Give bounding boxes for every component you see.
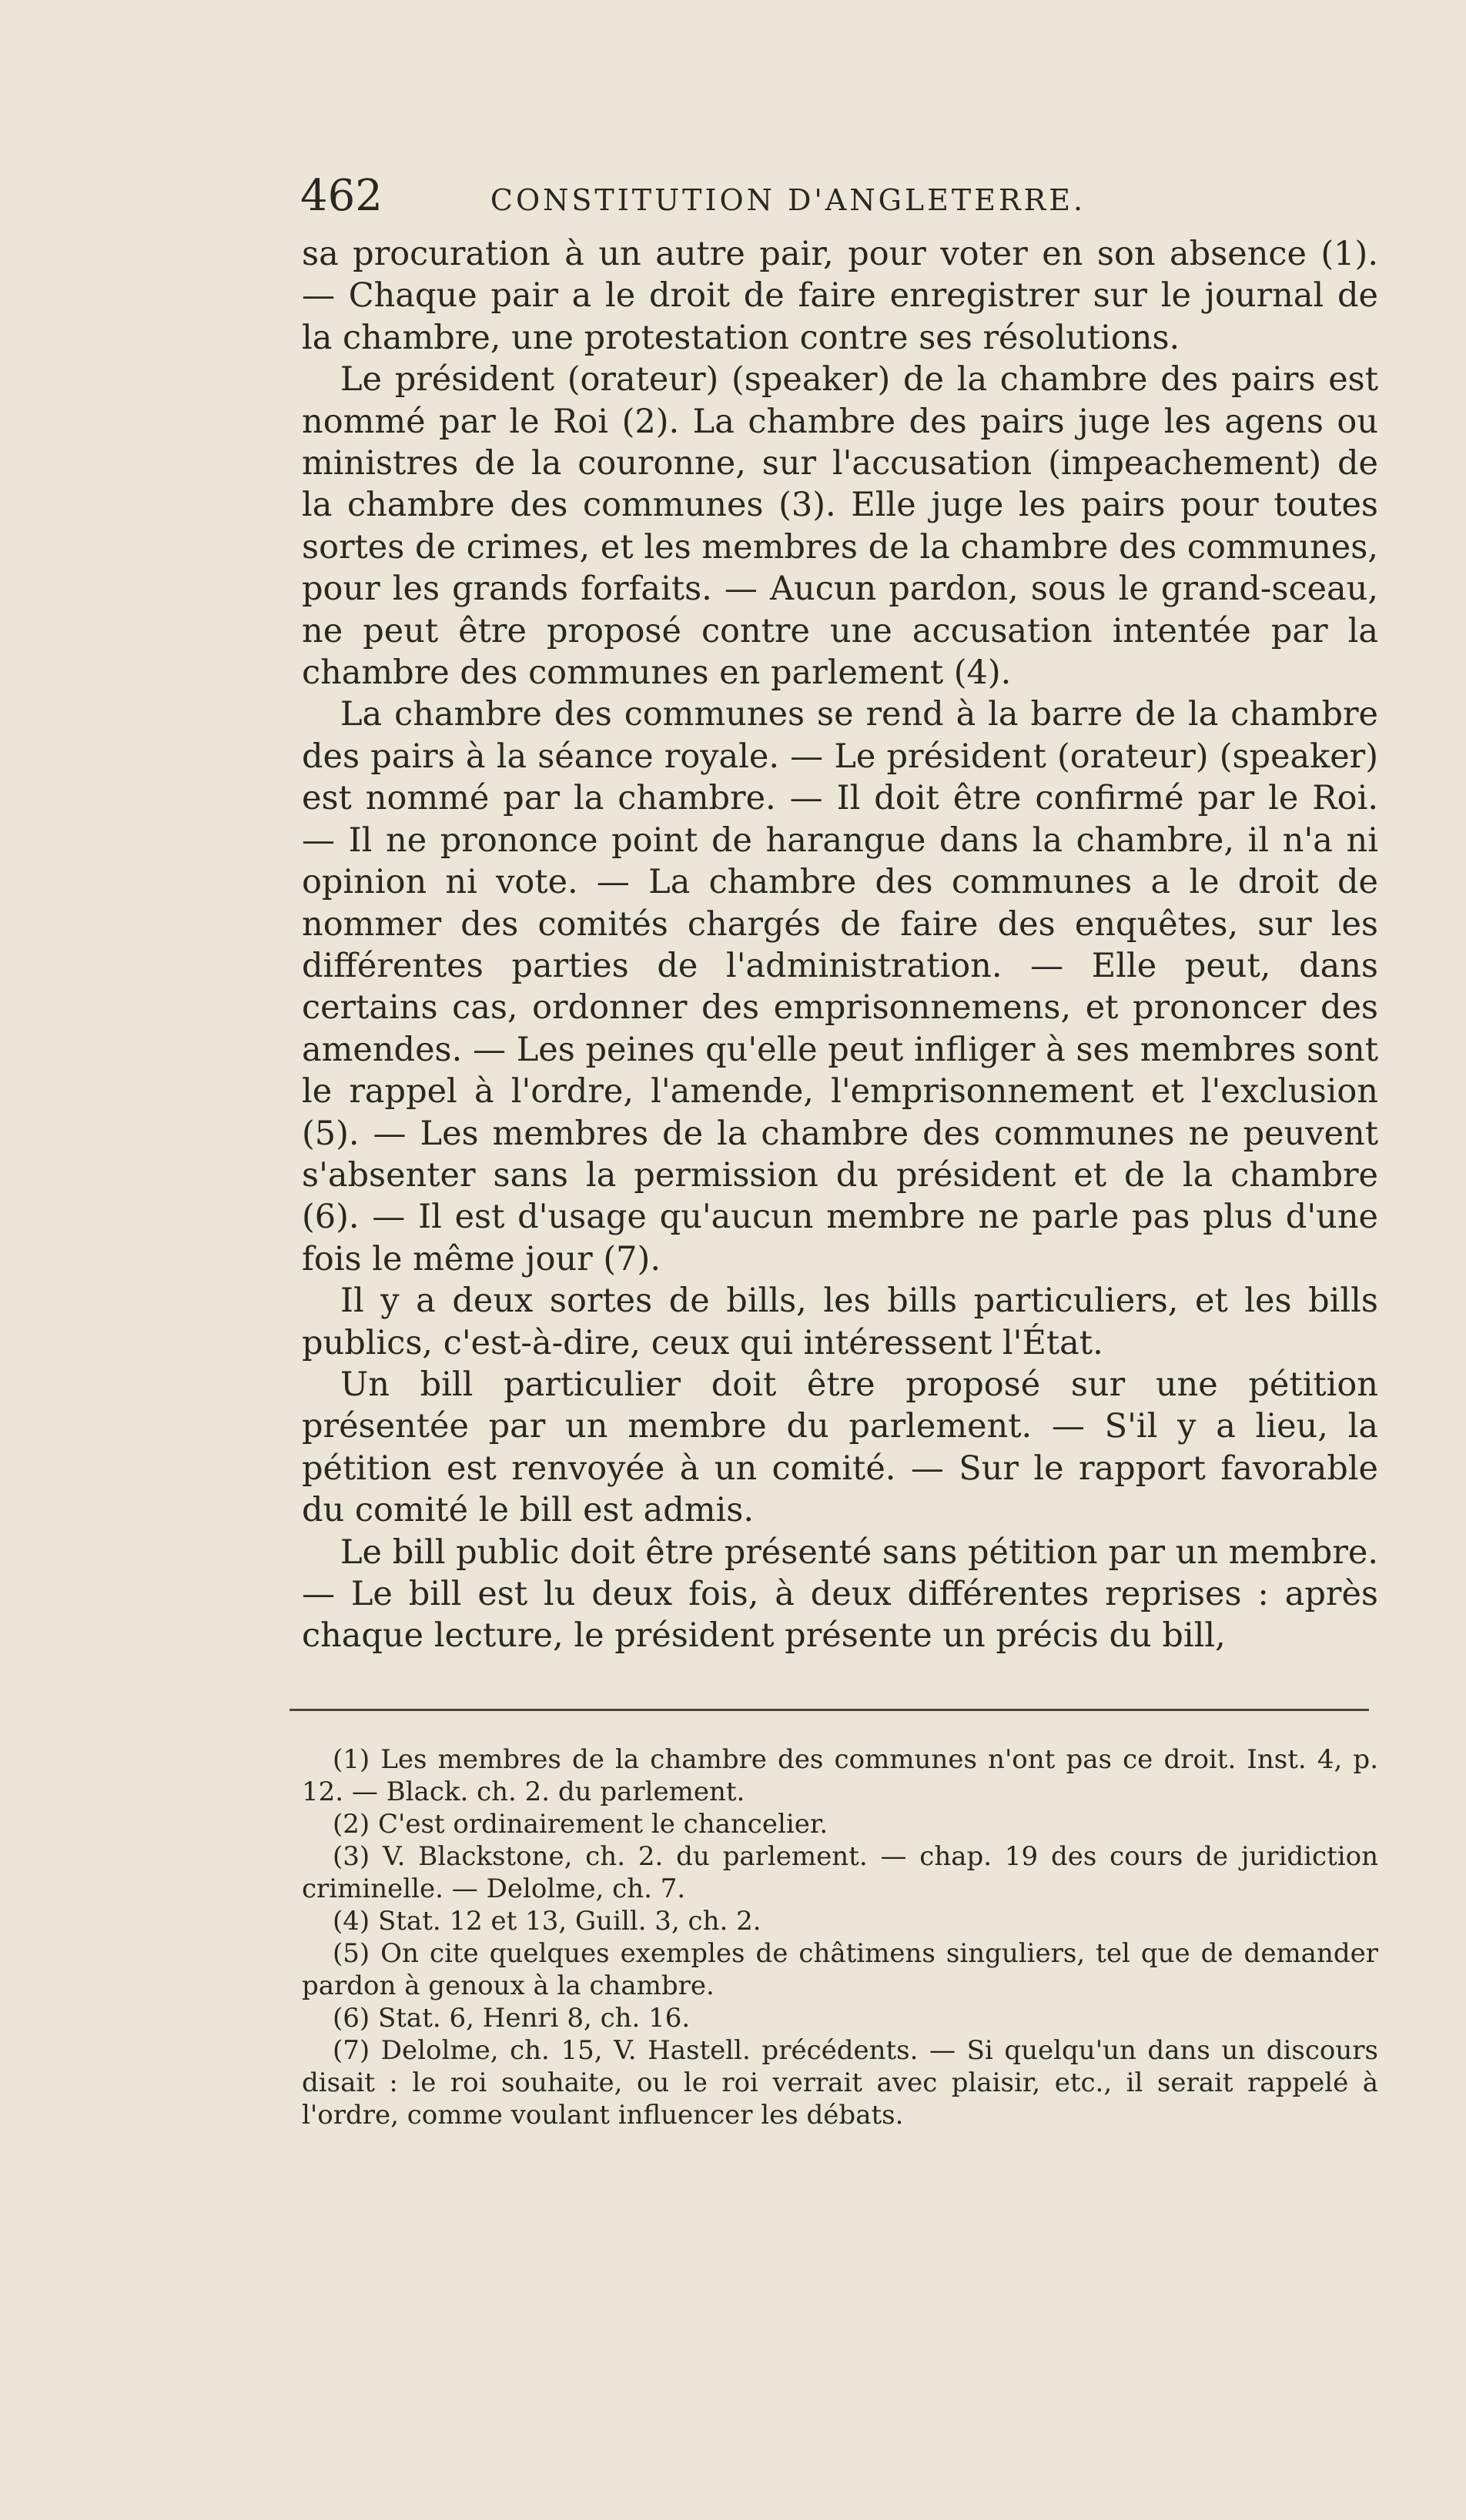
- paragraph: sa procuration à un autre pair, pour voter en son absence (1). — Chaque pair a le droit de faire enregistrer sur le journal de la chambre, une protestation contre ses résolutions.: [302, 235, 1378, 357]
- footnote: (7) Delolme, ch. 15, V. Hastell. précédents. — Si quelqu'un dans un discours disait : le roi souhaite, ou le roi verrait avec plaisir, etc., il serait rappelé à l'ordre, comme voulant influencer les débats.: [302, 2035, 1378, 2131]
- main-text: [302, 233, 1378, 1657]
- page-header: [300, 171, 1147, 221]
- footnote: (2) C'est ordinairement le chancelier.: [333, 1809, 828, 1840]
- running-head: CONSTITUTION D'ANGLETERRE.: [490, 183, 1086, 217]
- footnote: (3) V. Blackstone, ch. 2. du parlement. — chap. 19 des cours de juridiction criminelle. — Delolme, ch. 7.: [302, 1841, 1378, 1904]
- paragraph: Il y a deux sortes de bills, les bills particuliers, et les bills publics, c'est-à-dire, ceux qui intéressent l'État.: [302, 1282, 1378, 1362]
- footnote: (1) Les membres de la chambre des communes n'ont pas ce droit. Inst. 4, p. 12. — Black. ch. 2. du parlement.: [302, 1744, 1378, 1807]
- paragraph: Le président (orateur) (speaker) de la chambre des pairs est nommé par le Roi (2). La chambre des pairs juge les agens ou ministres de la couronne, sur l'accusation (impeachement) de la chambre des communes (3). Elle juge les pairs pour toutes sortes de crimes, et les membres de la chambre des communes, pour les grands forfaits. — Aucun pardon, sous le grand-sceau, ne peut être proposé contre une accusation intentée par la chambre des communes en parlement (4).: [302, 360, 1378, 693]
- footnotes: [302, 1743, 1378, 2131]
- page-number: 462: [300, 171, 383, 221]
- footnote-divider: [290, 1709, 1369, 1711]
- footnote: (4) Stat. 12 et 13, Guill. 3, ch. 2.: [333, 1906, 761, 1937]
- footnote: (6) Stat. 6, Henri 8, ch. 16.: [333, 2003, 691, 2034]
- paragraph: Un bill particulier doit être proposé sur une pétition présentée par un membre du parlement. — S'il y a lieu, la pétition est renvoyée à un comité. — Sur le rapport favorable du comité le bill est admis.: [302, 1365, 1378, 1530]
- paragraph: Le bill public doit être présenté sans pétition par un membre. — Le bill est lu deux fois, à deux différentes reprises : après chaque lecture, le président présente un précis du bill,: [302, 1532, 1378, 1656]
- footnote: (5) On cite quelques exemples de châtimens singuliers, tel que de demander pardon à genoux à la chambre.: [302, 1938, 1378, 2001]
- paragraph: La chambre des communes se rend à la barre de la chambre des pairs à la séance royale. — Le président (orateur) (speaker) est nommé par la chambre. — Il doit être confirmé par le Roi. — Il ne prononce point de harangue dans la chambre, il n'a ni opinion ni vote. — La chambre des communes a le droit de nommer des comités chargés de faire des enquêtes, sur les différentes parties de l'administration. — Elle peut, dans certains cas, ordonner des emprisonnemens, et prononcer des amendes. — Les peines qu'elle peut infliger à ses membres sont le rappel à l'ordre, l'amende, l'emprisonnement et l'exclusion (5). — Les membres de la chambre des communes ne peuvent s'absenter sans la permission du président et de la chambre (6). — Il est d'usage qu'aucun membre ne parle pas plus d'une fois le même jour (7).: [302, 695, 1378, 1278]
